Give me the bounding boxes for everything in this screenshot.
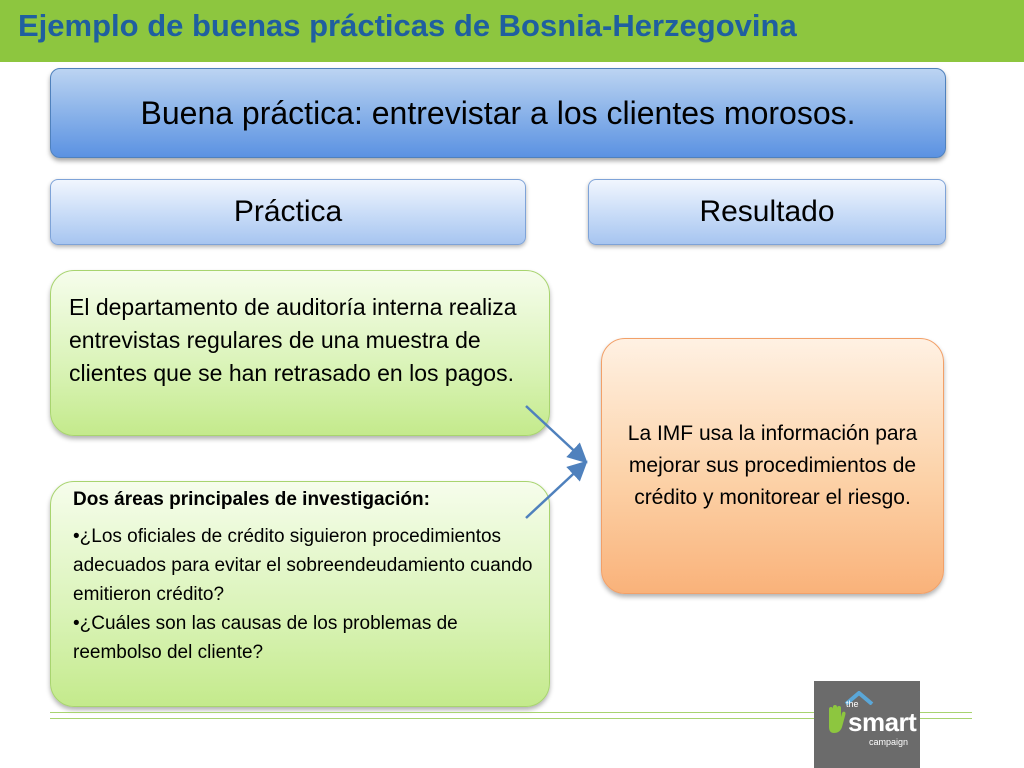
resultado-label: Resultado bbox=[699, 195, 835, 228]
arrow-from-investigation bbox=[526, 464, 584, 518]
hand-icon bbox=[826, 705, 846, 735]
logo-sub: campaign bbox=[869, 737, 909, 747]
investigation-item: •¿Cuáles son las causas de los problemas de reembolso del cliente? bbox=[73, 613, 458, 663]
resultado-header bbox=[588, 179, 946, 245]
logo-name: smart bbox=[848, 707, 917, 737]
result-text: La IMF usa la información para mejorar sus procedimientos de crédito y monitorear el riesgo. bbox=[627, 422, 918, 509]
practica-header bbox=[50, 179, 526, 245]
title-bar bbox=[0, 0, 1024, 62]
banner-text: Buena práctica: entrevistar a los clientes morosos. bbox=[140, 94, 856, 131]
investigation-item: •¿Los oficiales de crédito siguieron procedimientos adecuados para evitar el sobreendeudamiento cuando emitieron crédito? bbox=[73, 526, 533, 605]
investigation-box bbox=[50, 481, 550, 707]
slide-title: Ejemplo de buenas prácticas de Bosnia-Herzegovina bbox=[18, 8, 797, 43]
practica-label: Práctica bbox=[233, 195, 343, 228]
practice-description: El departamento de auditoría interna realiza entrevistas regulares de una muestra de clientes que se han retrasado en los pagos. bbox=[69, 294, 517, 386]
arrow-from-practice bbox=[526, 406, 584, 460]
result-box bbox=[601, 338, 944, 594]
investigation-heading: Dos áreas principales de investigación: bbox=[73, 489, 430, 510]
investigation-list bbox=[73, 522, 533, 667]
practice-banner bbox=[50, 68, 946, 158]
connector-arrows bbox=[520, 400, 600, 525]
smart-campaign-logo bbox=[814, 681, 920, 768]
practice-description-box bbox=[50, 270, 550, 436]
logo-the: the bbox=[846, 699, 859, 709]
